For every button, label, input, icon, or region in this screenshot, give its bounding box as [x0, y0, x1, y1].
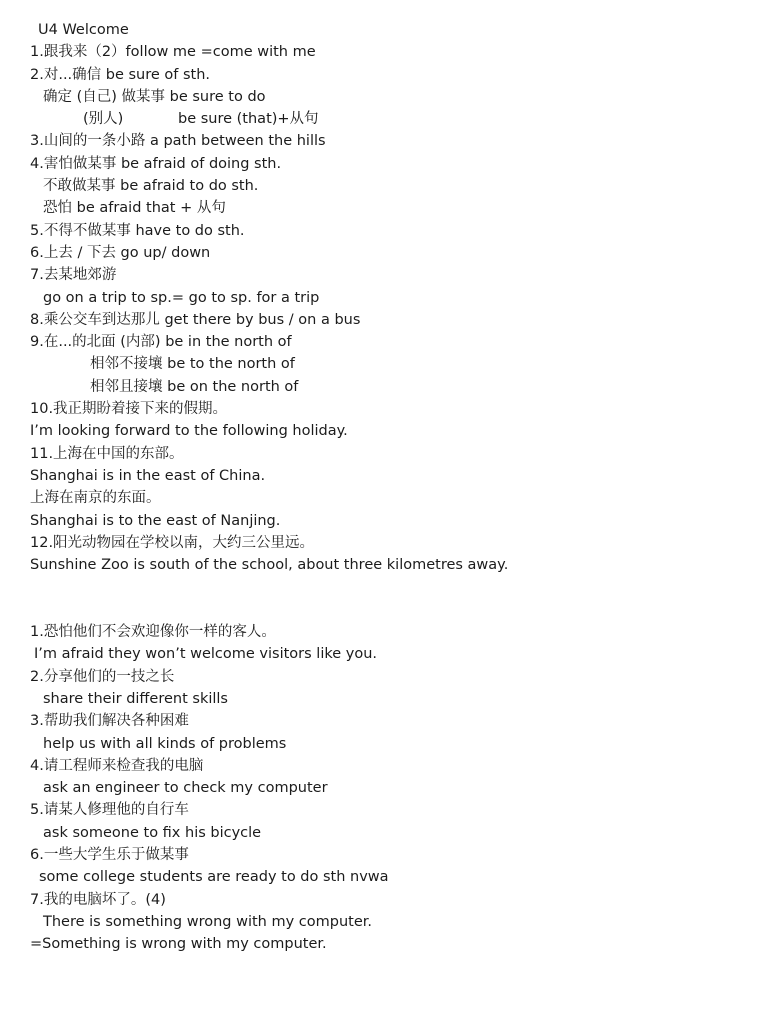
note-line: 7.我的电脑坏了。(4)	[30, 891, 166, 908]
note-line: 7.去某地郊游	[30, 267, 117, 284]
note-line: 4.请工程师来检查我的电脑	[30, 757, 204, 774]
note-line: 2.分享他们的一技之长	[30, 668, 175, 685]
section-spacer	[0, 576, 768, 621]
note-line: 确定 (自己) 做某事 be sure to do	[43, 88, 266, 105]
note-line: 相邻不接壤 be to the north of	[90, 356, 295, 373]
note-line: I’m afraid they won’t welcome visitors like you.	[34, 646, 378, 663]
note-line: some college students are ready to do sth nvwa	[39, 869, 389, 886]
note-fragment: be sure (that)+从句	[178, 111, 319, 128]
note-line: =Something is wrong with my computer.	[30, 936, 327, 953]
note-line: 1.跟我来（2）follow me =come with me	[30, 44, 316, 61]
note-line: 相邻且接壤 be on the north of	[90, 378, 299, 395]
note-line: 10.我正期盼着接下来的假期。	[30, 401, 228, 418]
note-line: There is something wrong with my computer.	[43, 913, 372, 930]
document-title: U4 Welcome	[38, 22, 129, 38]
note-line: I’m looking forward to the following holiday.	[30, 423, 348, 440]
notes-document	[0, 19, 768, 955]
note-line: 12.阳光动物园在学校以南，大约三公里远。	[30, 534, 315, 551]
note-line: 9.在...的北面 (内部) be in the north of	[30, 334, 292, 351]
note-line: 上海在南京的东面。	[30, 490, 161, 507]
note-line: 4.害怕做某事 be afraid of doing sth.	[30, 155, 282, 172]
note-line: 6.上去 / 下去 go up/ down	[30, 244, 211, 261]
note-line: 3.山间的一条小路 a path between the hills	[30, 133, 326, 150]
note-line: 不敢做某事 be afraid to do sth.	[43, 178, 259, 195]
note-line: 5.请某人修理他的自行车	[30, 802, 189, 819]
note-line: 恐怕 be afraid that + 从句	[43, 200, 226, 217]
note-line: 6.一些大学生乐于做某事	[30, 846, 189, 863]
note-fragment: (别人)	[83, 111, 124, 128]
note-line	[0, 108, 768, 130]
note-line: 1.恐怕他们不会欢迎像你一样的客人。	[30, 624, 276, 641]
note-line: 2.对...确信 be sure of sth.	[30, 66, 211, 83]
note-line: Shanghai is in the east of China.	[30, 467, 266, 484]
note-line: Sunshine Zoo is south of the school, about three kilometres away.	[30, 557, 509, 574]
note-line: 5.不得不做某事 have to do sth.	[30, 222, 245, 239]
note-line: 11.上海在中国的东部。	[30, 445, 184, 462]
note-line: ask an engineer to check my computer	[43, 780, 328, 797]
note-line: go on a trip to sp.= go to sp. for a trip	[43, 289, 320, 306]
note-line: Shanghai is to the east of Nanjing.	[30, 512, 281, 529]
note-line: share their different skills	[43, 690, 228, 707]
note-line: 8.乘公交车到达那儿 get there by bus / on a bus	[30, 311, 361, 328]
note-line: 3.帮助我们解决各种困难	[30, 713, 189, 730]
note-line: ask someone to fix his bicycle	[43, 824, 262, 841]
note-line: help us with all kinds of problems	[43, 735, 287, 752]
